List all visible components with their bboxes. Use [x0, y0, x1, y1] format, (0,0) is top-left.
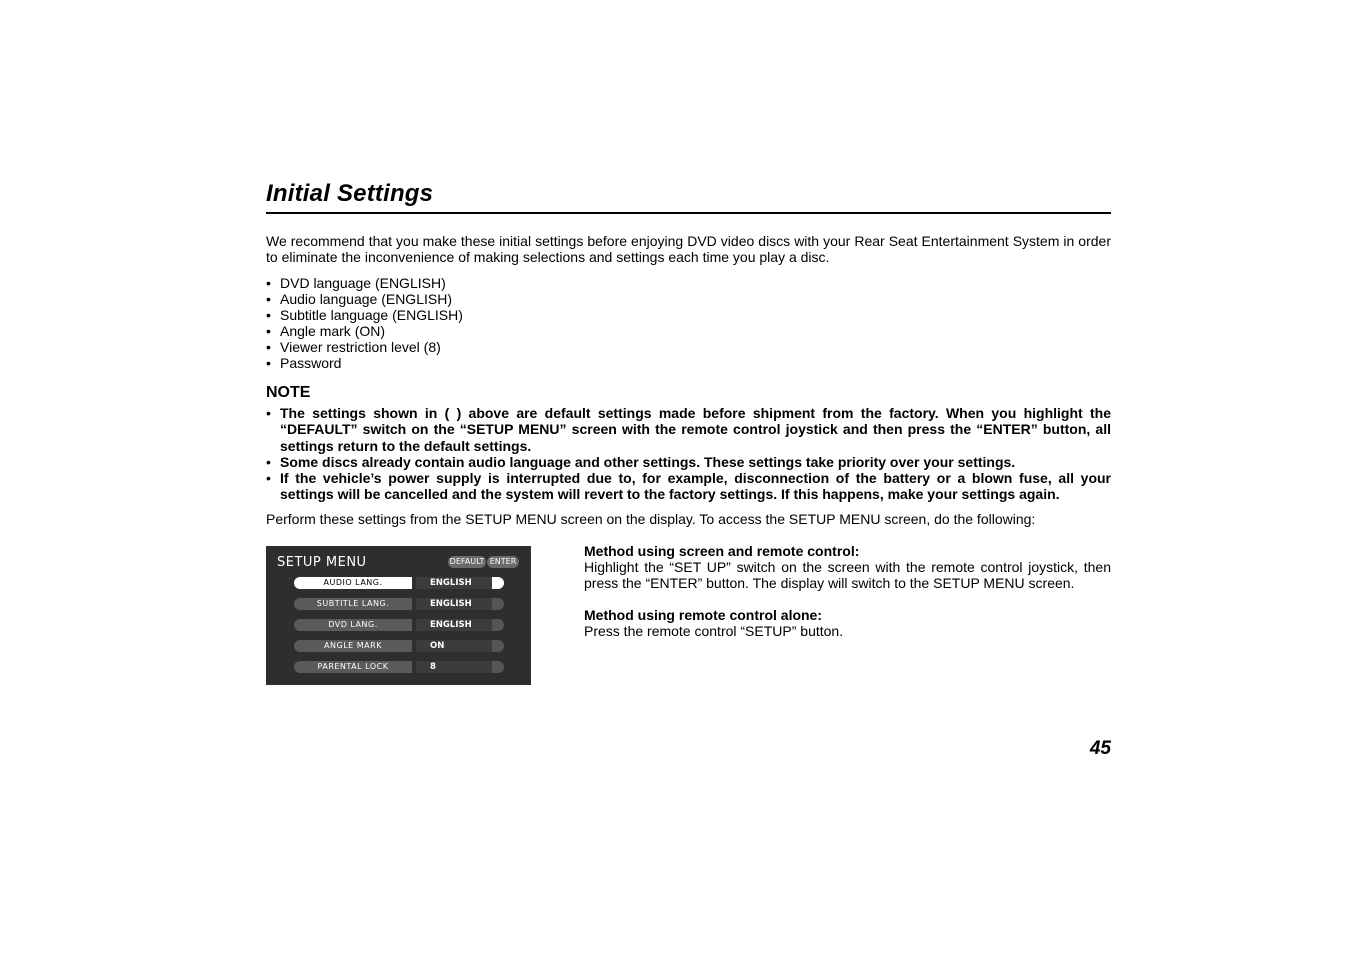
title-rule	[266, 212, 1111, 214]
setup-row-label: AUDIO LANG.	[294, 577, 412, 589]
default-button: DEFAULT	[449, 557, 485, 566]
setup-menu-header: SETUP MENU	[277, 555, 367, 570]
setup-row-value: 8	[416, 661, 492, 673]
list-item: • Angle mark (ON)	[266, 323, 463, 339]
enter-button: ENTER	[487, 556, 519, 568]
note-item: • The settings shown in ( ) above are default settings made before shipment from the factory. When you highlight the “DEFAULT” switch on the “SETUP MENU” screen with the remote control joystick and then press the “ENTER” button, all settings return to the default settings.	[266, 405, 1111, 454]
note-item: • If the vehicle’s power supply is interrupted due to, for example, disconnection of the battery or a blown fuse, all your settings will be cancelled and the system will revert to the factory settings. If this happens, make your settings again.	[266, 470, 1111, 503]
arrow-icon	[492, 640, 504, 652]
setup-row-label: SUBTITLE LANG.	[294, 598, 412, 610]
setup-row-label: ANGLE MARK	[294, 640, 412, 652]
setup-row-label: PARENTAL LOCK	[294, 661, 412, 673]
setup-row-value: ENGLISH	[416, 598, 492, 610]
list-item: • Viewer restriction level (8)	[266, 339, 463, 355]
setup-row-parental-lock	[294, 661, 504, 673]
arrow-icon	[492, 619, 504, 631]
setup-row-dvd-lang	[294, 619, 504, 631]
default-settings-list	[266, 275, 463, 371]
manual-page	[266, 0, 1111, 954]
setup-row-audio-lang	[294, 577, 504, 589]
perform-paragraph: Perform these settings from the SETUP MENU screen on the display. To access the SETUP MENU screen, do the following:	[266, 511, 1036, 527]
arrow-icon	[492, 661, 504, 673]
setup-row-label: DVD LANG.	[294, 619, 412, 631]
method1-heading: Method using screen and remote control:	[584, 543, 860, 559]
list-item: • Audio language (ENGLISH)	[266, 291, 463, 307]
setup-row-value: ENGLISH	[416, 619, 492, 631]
method1-text: Highlight the “SET UP” switch on the screen with the remote control joystick, then press the “ENTER” button. The display will switch to the SETUP MENU screen.	[584, 559, 1111, 591]
page-number: 45	[1089, 738, 1111, 759]
methods-section	[584, 543, 1111, 639]
note-item: • Some discs already contain audio language and other settings. These settings take priority over your settings.	[266, 454, 1111, 470]
setup-row-subtitle-lang	[294, 598, 504, 610]
setup-menu-screenshot	[266, 546, 531, 685]
list-item: • Subtitle language (ENGLISH)	[266, 307, 463, 323]
method2-heading: Method using remote control alone:	[584, 607, 823, 623]
method2-text: Press the remote control “SETUP” button.	[584, 623, 844, 639]
intro-paragraph: We recommend that you make these initial settings before enjoying DVD video discs with your Rear Seat Entertainment System in order to eliminate the inconvenience of making selections and settings each time you play a disc.	[266, 233, 1111, 265]
setup-row-angle-mark	[294, 640, 504, 652]
note-heading: NOTE	[266, 384, 311, 401]
setup-row-value: ON	[416, 640, 492, 652]
page-title: Initial Settings	[266, 180, 434, 207]
setup-row-value: ENGLISH	[416, 577, 492, 589]
arrow-icon	[492, 577, 504, 589]
arrow-icon	[492, 598, 504, 610]
list-item: • DVD language (ENGLISH)	[266, 275, 463, 291]
note-list	[266, 405, 1111, 503]
list-item: • Password	[266, 355, 463, 371]
